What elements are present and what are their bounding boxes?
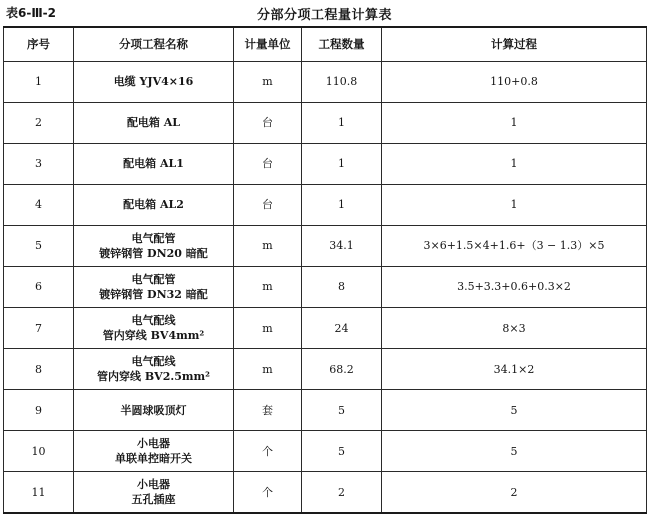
cell-qty: 24 bbox=[302, 307, 382, 348]
cell-qty: 34.1 bbox=[302, 225, 382, 266]
table-label: 表6-Ⅲ-2 bbox=[6, 6, 57, 20]
cell-name-line: 小电器 bbox=[137, 478, 170, 492]
column-header-no: 序号 bbox=[4, 27, 74, 61]
cell-unit: 套 bbox=[234, 390, 302, 431]
cell-qty: 1 bbox=[302, 184, 382, 225]
cell-no: 5 bbox=[4, 225, 74, 266]
table-header-row bbox=[4, 27, 647, 61]
cell-no: 8 bbox=[4, 349, 74, 390]
cell-unit: m bbox=[234, 307, 302, 348]
table-row bbox=[4, 184, 647, 225]
cell-name bbox=[74, 61, 234, 102]
cell-name-line: 电气配管 bbox=[131, 231, 176, 245]
cell-name-line: 配电箱 AL bbox=[126, 116, 181, 130]
cell-name-line: 电气配管 bbox=[131, 272, 176, 286]
cell-name bbox=[74, 225, 234, 266]
cell-calc: 2 bbox=[382, 472, 647, 513]
cell-calc: 5 bbox=[382, 390, 647, 431]
cell-name bbox=[74, 307, 234, 348]
cell-name-line: 管内穿线 BV4mm² bbox=[102, 329, 205, 342]
cell-no: 10 bbox=[4, 431, 74, 472]
table-row bbox=[4, 307, 647, 348]
cell-unit: m bbox=[234, 349, 302, 390]
cell-no: 6 bbox=[4, 266, 74, 307]
cell-unit: 台 bbox=[234, 143, 302, 184]
table-row bbox=[4, 102, 647, 143]
cell-unit: 台 bbox=[234, 184, 302, 225]
cell-no: 1 bbox=[4, 61, 74, 102]
table-body bbox=[4, 61, 647, 513]
table-row bbox=[4, 225, 647, 266]
cell-calc: 1 bbox=[382, 184, 647, 225]
cell-no: 3 bbox=[4, 143, 74, 184]
cell-name-line: 电气配线 bbox=[131, 355, 176, 369]
cell-name-line: 电缆 YJV4×16 bbox=[113, 75, 194, 89]
cell-name-line: 镀锌钢管 DN32 暗配 bbox=[99, 287, 208, 301]
cell-unit: m bbox=[234, 266, 302, 307]
table-row bbox=[4, 61, 647, 102]
column-header-calc: 计算过程 bbox=[382, 27, 647, 61]
cell-qty: 1 bbox=[302, 102, 382, 143]
cell-calc: 34.1×2 bbox=[382, 349, 647, 390]
cell-no: 2 bbox=[4, 102, 74, 143]
column-header-unit: 计量单位 bbox=[234, 27, 302, 61]
cell-name-line: 电气配线 bbox=[131, 314, 176, 327]
cell-name-line: 五孔插座 bbox=[131, 493, 176, 507]
cell-qty: 8 bbox=[302, 266, 382, 307]
cell-no: 7 bbox=[4, 307, 74, 348]
cell-name-line: 管内穿线 BV2.5mm² bbox=[97, 370, 210, 384]
cell-name bbox=[74, 349, 234, 390]
cell-qty: 1 bbox=[302, 143, 382, 184]
table-row bbox=[4, 390, 647, 431]
cell-calc: 1 bbox=[382, 143, 647, 184]
cell-calc: 3.5+3.3+0.6+0.3×2 bbox=[382, 266, 647, 307]
cell-name-line: 配电箱 AL2 bbox=[123, 198, 184, 212]
cell-unit: m bbox=[234, 225, 302, 266]
table-row bbox=[4, 349, 647, 390]
cell-unit: 个 bbox=[234, 472, 302, 513]
cell-calc: 3×6+1.5×4+1.6+（3 − 1.3）×5 bbox=[382, 225, 647, 266]
cell-name-line: 小电器 bbox=[137, 437, 170, 451]
cell-no: 9 bbox=[4, 390, 74, 431]
cell-name bbox=[74, 472, 234, 513]
cell-name-line: 半圆球吸顶灯 bbox=[120, 403, 187, 417]
cell-no: 11 bbox=[4, 472, 74, 513]
cell-name bbox=[74, 431, 234, 472]
cell-qty: 5 bbox=[302, 431, 382, 472]
cell-no: 4 bbox=[4, 184, 74, 225]
table-row bbox=[4, 431, 647, 472]
cell-calc: 1 bbox=[382, 102, 647, 143]
column-header-name: 分项工程名称 bbox=[74, 27, 234, 61]
cell-name bbox=[74, 184, 234, 225]
cell-calc: 5 bbox=[382, 431, 647, 472]
cell-qty: 5 bbox=[302, 390, 382, 431]
cell-qty: 110.8 bbox=[302, 61, 382, 102]
table-row bbox=[4, 266, 647, 307]
cell-unit: 台 bbox=[234, 102, 302, 143]
cell-qty: 2 bbox=[302, 472, 382, 513]
cell-name-line: 配电箱 AL1 bbox=[123, 157, 184, 171]
table-header bbox=[0, 0, 649, 26]
cell-name bbox=[74, 390, 234, 431]
table-title: 分部分项工程量计算表 bbox=[256, 8, 392, 23]
cell-name bbox=[74, 102, 234, 143]
quantity-table bbox=[3, 26, 647, 514]
table-row bbox=[4, 143, 647, 184]
cell-qty: 68.2 bbox=[302, 349, 382, 390]
cell-unit: 个 bbox=[234, 431, 302, 472]
cell-calc: 8×3 bbox=[382, 307, 647, 348]
cell-unit: m bbox=[234, 61, 302, 102]
column-header-qty: 工程数量 bbox=[302, 27, 382, 61]
cell-name-line: 单联单控暗开关 bbox=[115, 452, 192, 466]
table-row bbox=[4, 472, 647, 513]
cell-calc: 110+0.8 bbox=[382, 61, 647, 102]
cell-name bbox=[74, 266, 234, 307]
cell-name bbox=[74, 143, 234, 184]
cell-name-line: 镀锌钢管 DN20 暗配 bbox=[99, 246, 208, 260]
